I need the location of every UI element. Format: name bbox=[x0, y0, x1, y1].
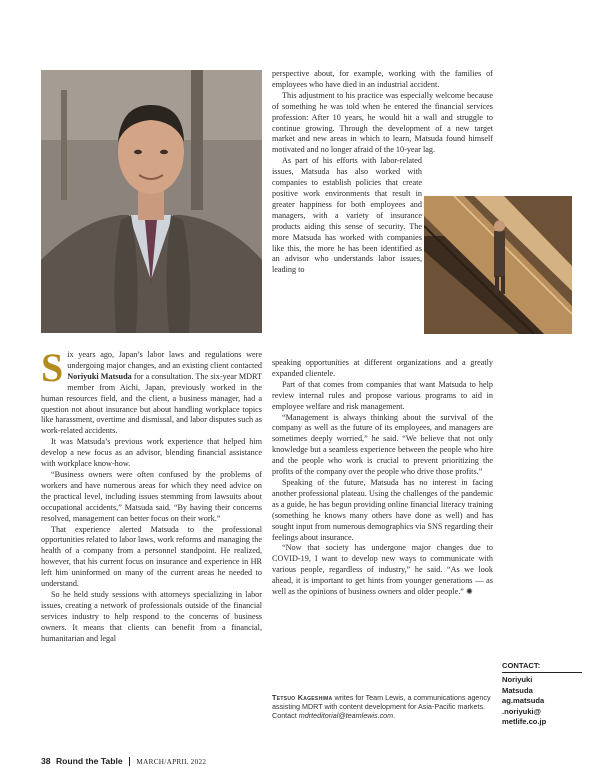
article-column-left bbox=[41, 345, 262, 644]
paragraph-1-end: for a consultation. The six-year MDRT member from Aichi, Japan, previously worked in the human resources field, and the client, a business manager, had a question not about insurance but about handling workplace topics like harassment, overtime and dismissal, and labor disputes such as work-related accidents. bbox=[41, 371, 262, 436]
paragraph-12-text: “Now that society has undergone major changes due to COVID-19, I want to develop new ways to communicate with various people, regardless of industry,” he said. “As we look ahead, it is important to get hints from younger generations — as well as the opinions of business owners and older people.” bbox=[272, 543, 493, 597]
contact-box bbox=[502, 661, 582, 727]
page-footer bbox=[41, 756, 206, 766]
contact-name-line-1: Noriyuki bbox=[502, 675, 533, 685]
article-paragraph-9: Part of that comes from companies that want Matsuda to help review internal rules and propose various programs to aid in employee welfare and risk management. bbox=[272, 379, 493, 411]
article-paragraph-6: perspective about, for example, working with the families of employees who have died in an industrial accident. bbox=[272, 69, 493, 89]
article-paragraph-3: “Business owners were often confused by the problems of workers and have numerous areas for which they need advice on the practical level, including issues stemming from lawsuits about occupational accidents,” Matsuda said. “By having their concerns resolved, management can better focus on their work.” bbox=[41, 469, 262, 523]
article-paragraph-5: So he held study sessions with attorneys specializing in labor issues, creating a network of professionals outside of the financial services industry to help respond to the concerns of business owners. It means that clients can benefit from a financial, humanitarian and legal bbox=[41, 589, 262, 643]
contact-heading: CONTACT: bbox=[502, 661, 582, 673]
article-paragraph-10: “Management is always thinking about the survival of the company as well as the future of its employees, and managers are sometimes deeply worried,” he said. “We believe that not only knowledge but a seamless experience between the people who hire and the people who work is crucial to prevent prioritizing the profits of the company over the people who drive those profits.” bbox=[272, 412, 493, 477]
contact-email-line-1[interactable]: ag.matsuda bbox=[502, 696, 545, 706]
article-paragraph-7: This adjustment to his practice was especially welcome because of something he was told when he entered the financial services profession: After 10 years, he would hit a wall and struggle to continue growing. Through the development of a new target market and new areas in which to learn, Matsuda found himself motivated and no longer afraid of the 10-year lag. bbox=[272, 90, 493, 155]
issue-date: MARCH/APRIL 2022 bbox=[136, 758, 207, 766]
article-paragraph-4: That experience alerted Matsuda to the professional opportunities related to labor laws, work reforms and managing the health of a company from a personnel standpoint. He realized, however, that his current focus on insurance and experience in HR left him uninformed on many of the current areas he needed to understand. bbox=[41, 524, 262, 589]
end-mark-icon: ✺ bbox=[465, 587, 473, 597]
byline-end: . bbox=[393, 711, 396, 720]
drop-cap: S bbox=[41, 345, 64, 390]
contact-email-link[interactable]: mdrteditorial@teamlewis.com bbox=[298, 711, 394, 720]
subject-name: Noriyuki Matsuda bbox=[67, 371, 132, 381]
contact-name-line-2: Matsuda bbox=[502, 685, 533, 695]
portrait-photo bbox=[41, 70, 262, 333]
author-byline bbox=[272, 693, 494, 720]
footer-divider bbox=[129, 757, 130, 766]
article-column-right-bottom bbox=[272, 358, 493, 598]
contact-email-line-3[interactable]: metlife.co.jp bbox=[502, 717, 547, 727]
byline-text: writes for Team Lewis, a communications agency assisting MDRT with content development for Asia-Pacific markets. Contact bbox=[272, 693, 491, 720]
page-number: 38 bbox=[41, 756, 51, 766]
author-name: Tetsuo Kageshima bbox=[272, 693, 333, 702]
article-paragraph-11: Speaking of the future, Matsuda has no interest in facing another professional plateau. Using the challenges of the pandemic as a guide, he has begun providing online financial literacy training (something he knows many others have done as well) and has sought input from numerous demographics via SNS regarding their feelings about insurance. bbox=[272, 477, 493, 542]
publication-name: Round the Table bbox=[55, 756, 123, 766]
portrait-illustration bbox=[41, 70, 262, 333]
article-paragraph-2: It was Matsuda’s previous work experience that helped him develop a new focus as an advisor, blending financial assistance with workplace know-how. bbox=[41, 437, 262, 469]
contact-email-line-2[interactable]: .noriyuki@ bbox=[502, 706, 542, 716]
article-paragraph-8: As part of his efforts with labor-related issues, Matsuda has also worked with companies to establish policies that create positive work environments that result in greater happiness for both employees and managers, with a variety of insurance products aiding this sense of security. The more Matsuda has worked with companies like this, the more he has been identified as an advisor who understands labor issues, leading to bbox=[272, 156, 422, 275]
paragraph-1-text: ix years ago, Japan’s labor laws and regulations were undergoing major changes, and an existing client contacted bbox=[67, 350, 262, 370]
article-column-right-top bbox=[272, 69, 493, 276]
article-paragraph-8-end: speaking opportunities at different organizations and a greatly expanded clientele. bbox=[272, 358, 493, 378]
article-paragraph-1 bbox=[41, 345, 262, 437]
article-paragraph-12 bbox=[272, 543, 493, 598]
